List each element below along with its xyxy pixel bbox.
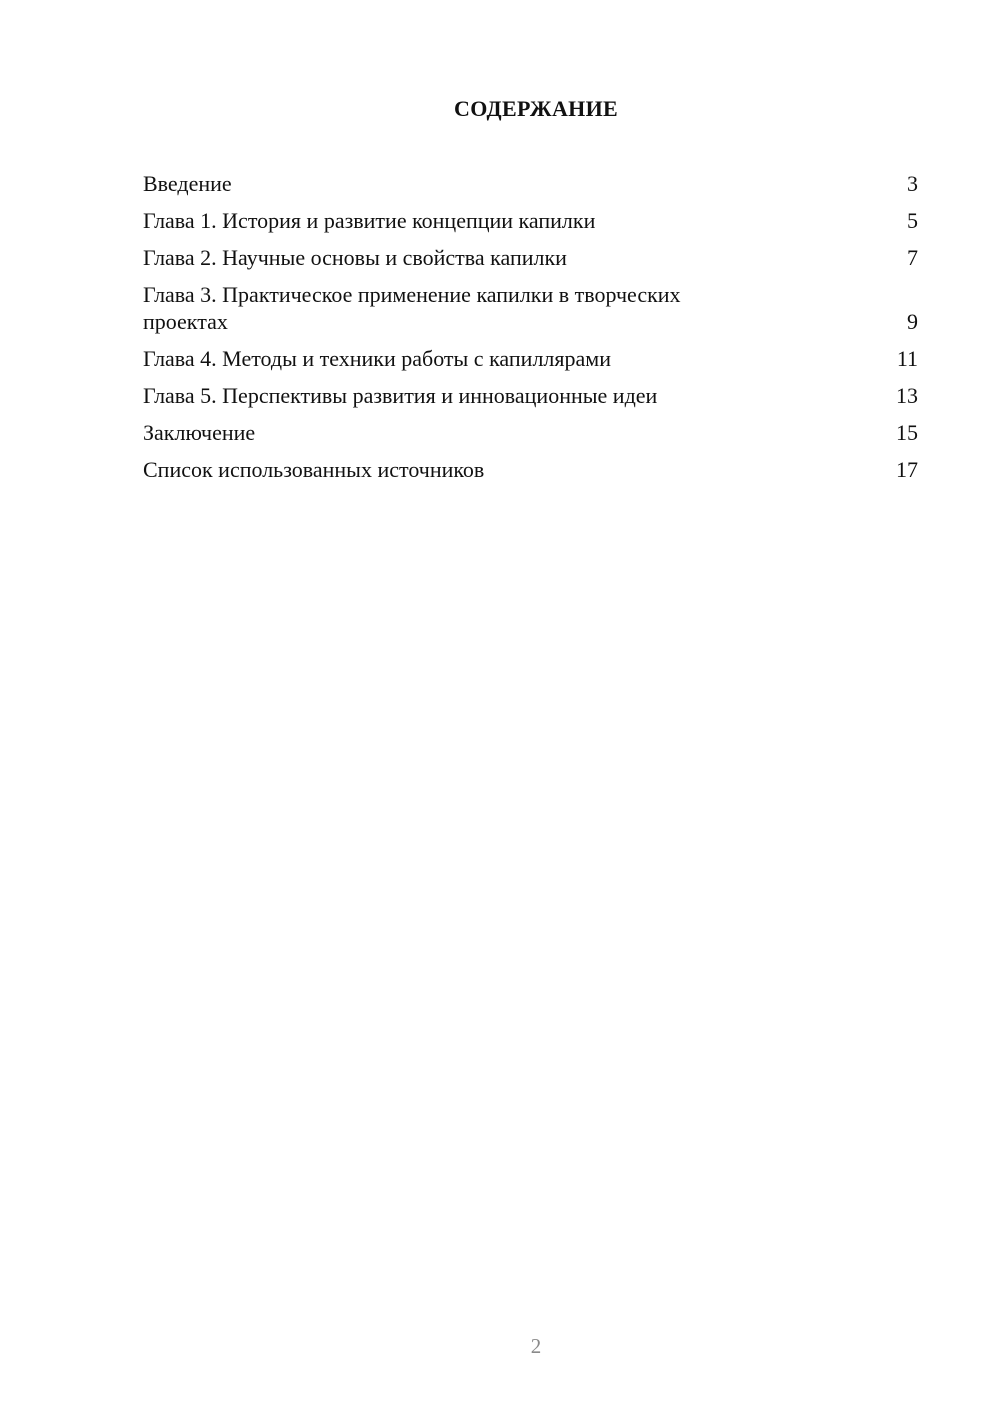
toc-entry-chapter-3 [143, 281, 918, 335]
toc-entry-chapter-4 [143, 345, 918, 372]
toc-entry-chapter-5 [143, 382, 918, 409]
toc-entry-conclusion [143, 419, 918, 446]
toc-entry-page: 3 [907, 171, 918, 196]
toc-entry-introduction [143, 170, 918, 197]
toc-entry-chapter-1 [143, 207, 918, 234]
toc-entry-page: 17 [896, 457, 918, 482]
toc-entry-page: 11 [896, 346, 918, 371]
toc-entry-page: 5 [907, 208, 918, 233]
toc-entry-chapter-2 [143, 244, 918, 271]
toc-entry-page: 7 [907, 245, 918, 270]
page-number: 2 [530, 1334, 542, 1358]
toc-entry-label: Введение [143, 171, 232, 196]
table-of-contents [143, 170, 918, 493]
toc-entry-label: Глава 1. История и развитие концепции капилки [143, 208, 596, 233]
toc-entry-label: Глава 5. Перспективы развития и инновационные идеи [143, 383, 658, 408]
toc-entry-page: 9 [907, 309, 918, 334]
toc-entry-label: Глава 3. Практическое применение капилки в творческих проектах [143, 282, 681, 334]
toc-entry-references [143, 456, 918, 483]
toc-entry-label: Глава 4. Методы и техники работы с капиллярами [143, 346, 611, 371]
toc-entry-page: 13 [896, 383, 918, 408]
toc-entry-page: 15 [896, 420, 918, 445]
toc-entry-label: Заключение [143, 420, 256, 445]
toc-entry-label: Список использованных источников [143, 457, 485, 482]
toc-title: СОДЕРЖАНИЕ [454, 96, 618, 121]
toc-entry-label: Глава 2. Научные основы и свойства капилки [143, 245, 567, 270]
